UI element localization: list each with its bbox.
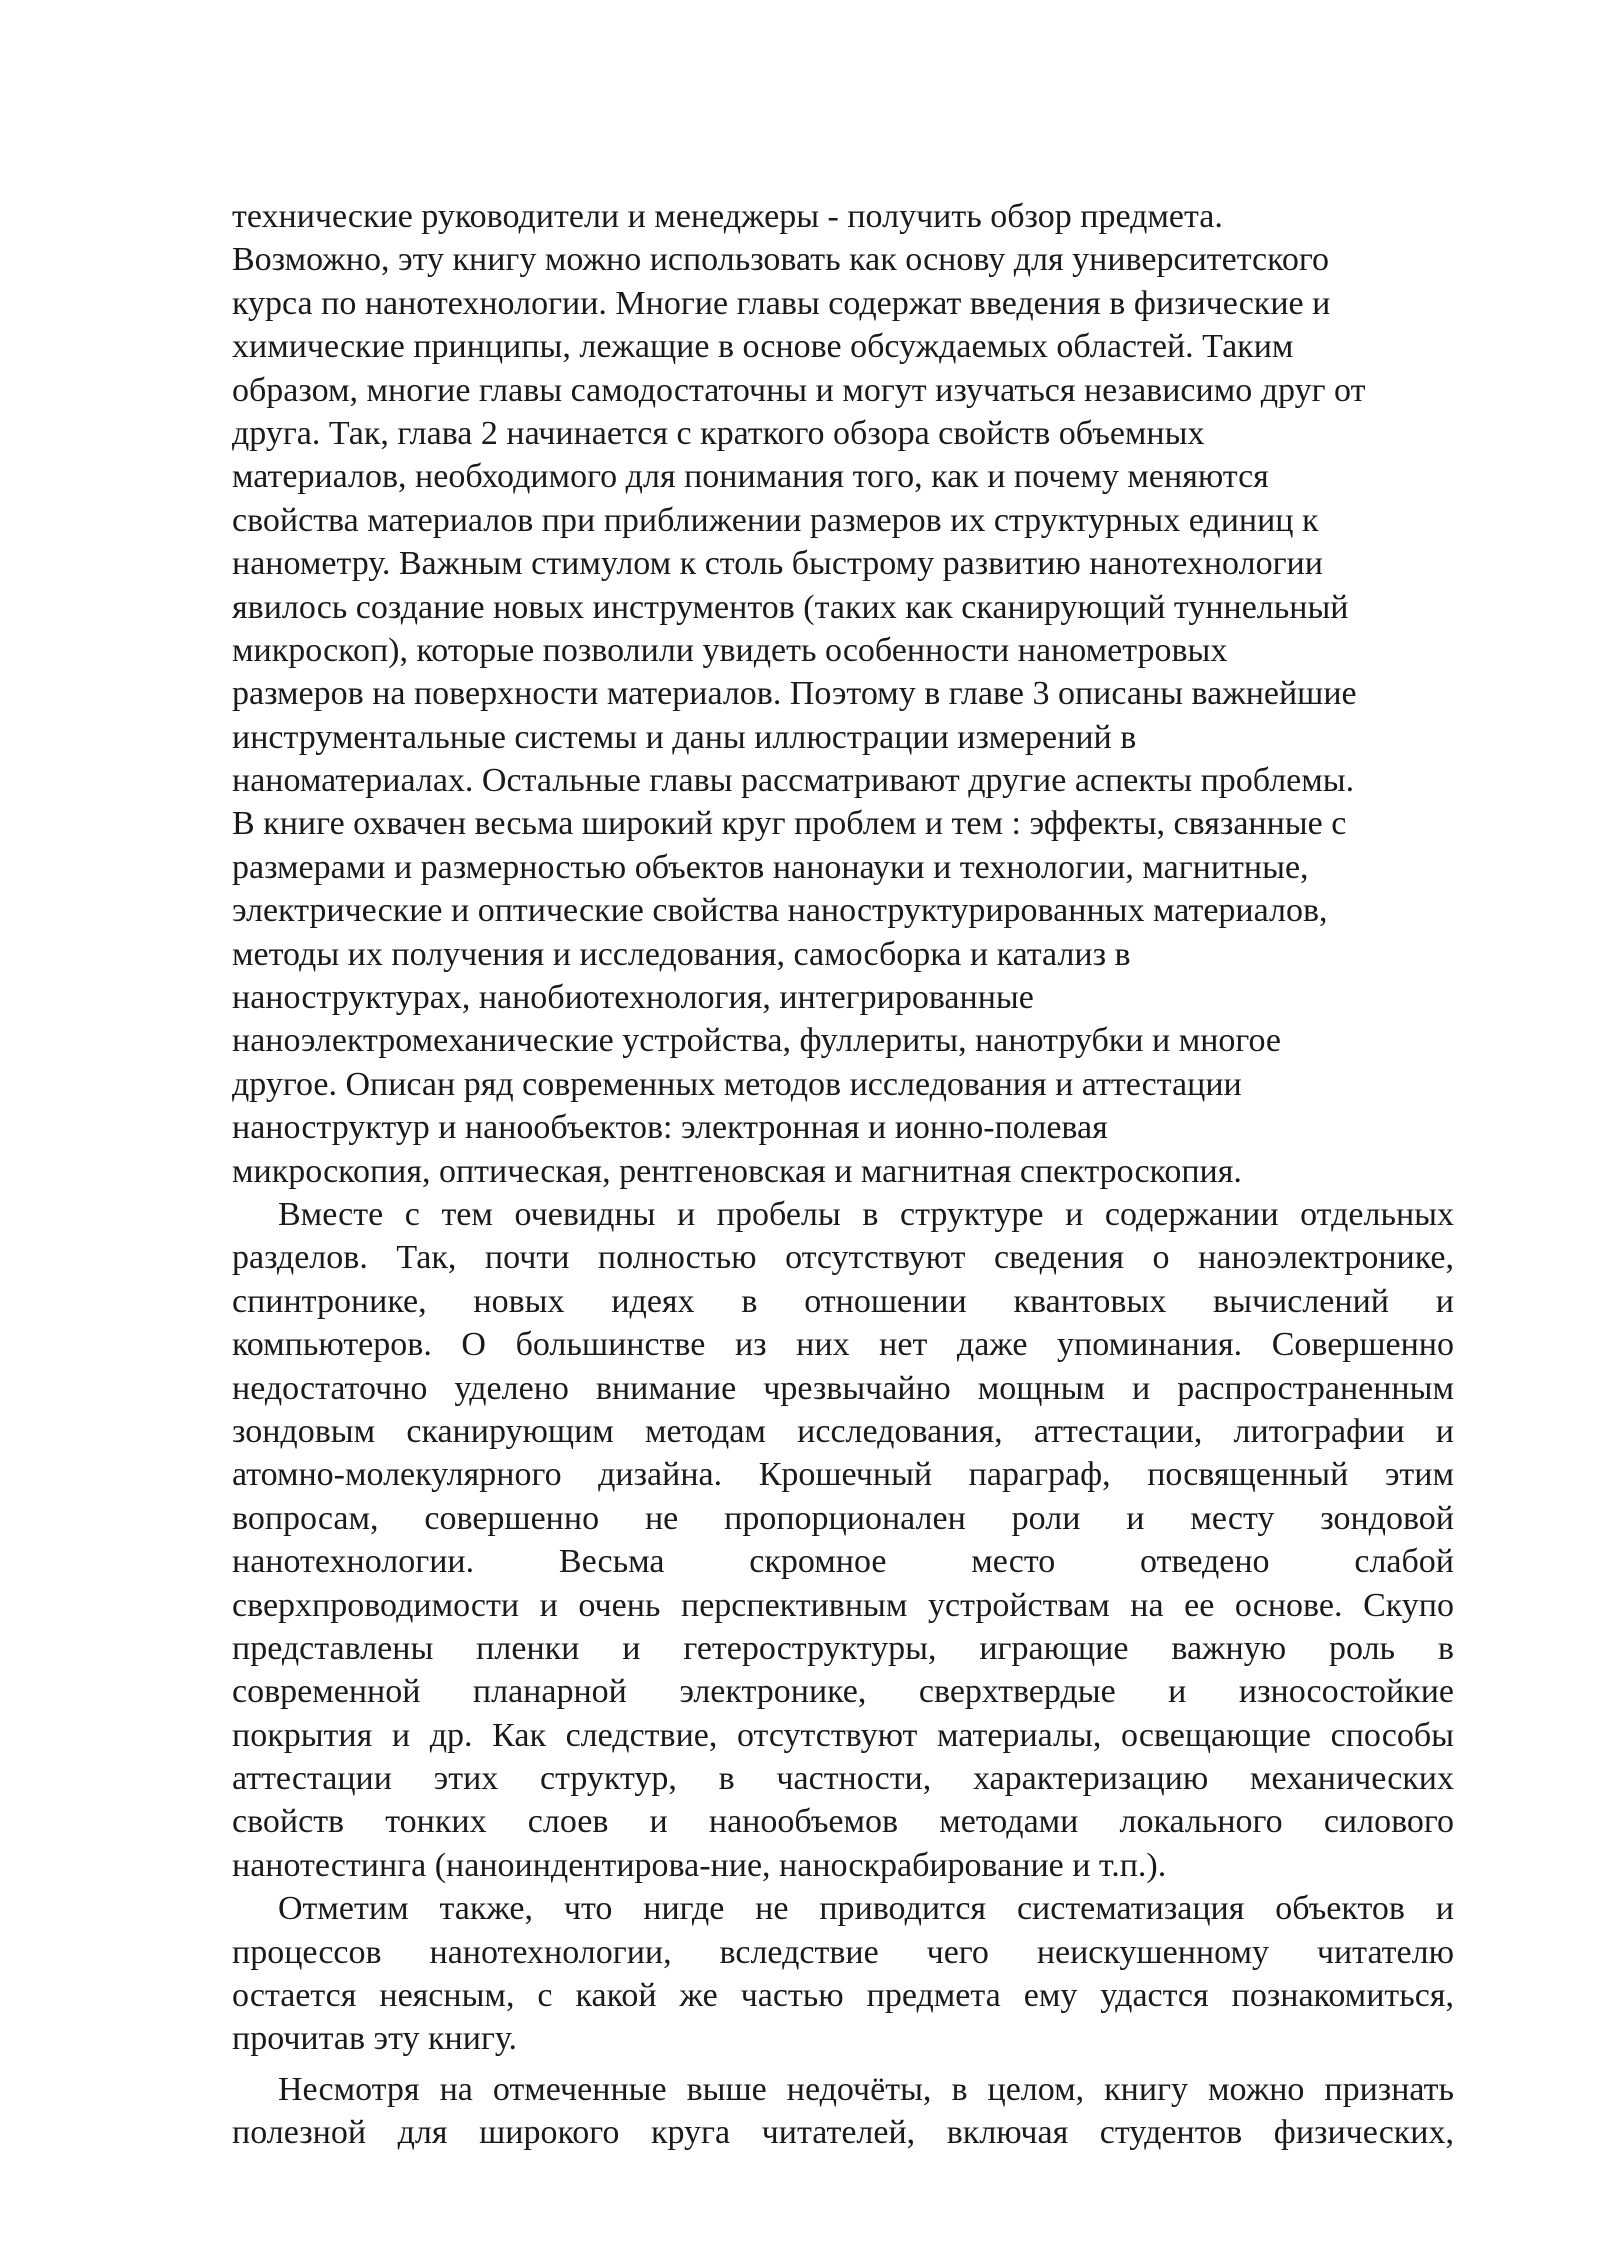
text-line: компьютеров. О большинстве из них нет даже упоминания. Совершенно: [232, 1326, 1454, 1364]
text-line: размерами и размерностью объектов нанонауки и технологии, магнитные,: [232, 848, 1309, 886]
text-line: наноматериалах. Остальные главы рассматривают другие аспекты проблемы.: [232, 762, 1355, 800]
text-line: образом, многие главы самодостаточны и могут изучаться независимо друг от: [232, 371, 1366, 409]
text-line: процессов нанотехнологии, вследствие чего неискушенному читателю: [232, 1933, 1454, 1971]
text-column: [232, 195, 1454, 2155]
text-line: химические принципы, лежащие в основе обсуждаемых областей. Таким: [232, 328, 1294, 366]
paragraph-1: [232, 195, 1454, 1193]
text-line: нанометру. Важным стимулом к столь быстрому развитию нанотехнологии: [232, 545, 1323, 583]
text-line: электрические и оптические свойства наноструктурированных материалов,: [232, 892, 1328, 930]
text-line: нанотехнологии. Весьма скромное место отведено слабой: [232, 1543, 1454, 1581]
text-line: прочитав эту книгу.: [232, 2020, 517, 2058]
paragraph-4: [232, 2068, 1454, 2155]
text-line: свойств тонких слоев и нанообъемов методами локального силового: [232, 1803, 1454, 1841]
text-line: другое. Описан ряд современных методов исследования и аттестации: [232, 1065, 1242, 1103]
text-line: технические руководители и менеджеры - получить обзор предмета.: [232, 198, 1223, 235]
text-line: полезной для широкого круга читателей, включая студентов физических,: [232, 2114, 1454, 2152]
text-line: наноструктурах, нанобиотехнология, интегрированные: [232, 979, 1034, 1017]
paragraph-2: [232, 1193, 1454, 1887]
text-line: аттестации этих структур, в частности, характеризацию механических: [232, 1760, 1454, 1798]
text-line: методы их получения и исследования, самосборка и катализ в: [232, 935, 1131, 973]
text-line: Возможно, эту книгу можно использовать как основу для университетского: [232, 241, 1329, 279]
text-line: Вместе с тем очевидны и пробелы в структуре и содержании отдельных: [278, 1195, 1454, 1233]
text-line: микроскоп), которые позволили увидеть особенности нанометровых: [232, 631, 1228, 669]
text-line: наноструктур и нанообъектов: электронная и ионно-полевая: [232, 1109, 1108, 1147]
text-line: недостаточно уделено внимание чрезвычайно мощным и распространенным: [232, 1369, 1454, 1407]
text-line: микроскопия, оптическая, рентгеновская и магнитная спектроскопия.: [232, 1152, 1242, 1190]
text-line: наноэлектромеханические устройства, фуллериты, нанотрубки и многое: [232, 1022, 1282, 1060]
text-line: разделов. Так, почти полностью отсутствуют сведения о наноэлектронике,: [232, 1239, 1454, 1277]
text-line: инструментальные системы и даны иллюстрации измерений в: [232, 718, 1137, 756]
text-line: вопросам, совершенно не пропорционален роли и месту зондовой: [232, 1499, 1454, 1537]
text-line: курса по нанотехнологии. Многие главы содержат введения в физические и: [232, 284, 1331, 322]
text-line: нанотестинга (наноиндентирова-ние, наноскрабирование и т.п.).: [232, 1846, 1167, 1884]
text-line: материалов, необходимого для понимания того, как и почему меняются: [232, 458, 1269, 496]
text-line: явилось создание новых инструментов (таких как сканирующий туннельный: [232, 588, 1349, 626]
text-line: друга. Так, глава 2 начинается с краткого обзора свойств объемных: [232, 414, 1205, 452]
text-line: спинтронике, новых идеях в отношении квантовых вычислений и: [232, 1282, 1454, 1320]
text-line: свойства материалов при приближении размеров их структурных единиц к: [232, 501, 1319, 539]
text-line: сверхпроводимости и очень перспективным устройствам на ее основе. Скупо: [232, 1586, 1454, 1624]
paragraph-3: [232, 1887, 1454, 2061]
text-line: Несмотря на отмеченные выше недочёты, в целом, книгу можно признать: [278, 2070, 1454, 2108]
text-line: остается неясным, с какой же частью предмета ему удастся познакомиться,: [232, 1977, 1454, 2015]
text-line: размеров на поверхности материалов. Поэтому в главе 3 описаны важнейшие: [232, 675, 1357, 713]
text-line: представлены пленки и гетероструктуры, играющие важную роль в: [232, 1629, 1454, 1667]
text-line: Отметим также, что нигде не приводится систематизация объектов и: [278, 1890, 1454, 1928]
text-line: зондовым сканирующим методам исследования, аттестации, литографии и: [232, 1412, 1454, 1450]
text-line: В книге охвачен весьма широкий круг проблем и тем : эффекты, связанные с: [232, 805, 1347, 843]
text-line: атомно-молекулярного дизайна. Крошечный параграф, посвященный этим: [232, 1456, 1454, 1494]
text-line: современной планарной электронике, сверхтвердые и износостойкие: [232, 1673, 1454, 1711]
text-line: покрытия и др. Как следствие, отсутствуют материалы, освещающие способы: [232, 1716, 1454, 1754]
